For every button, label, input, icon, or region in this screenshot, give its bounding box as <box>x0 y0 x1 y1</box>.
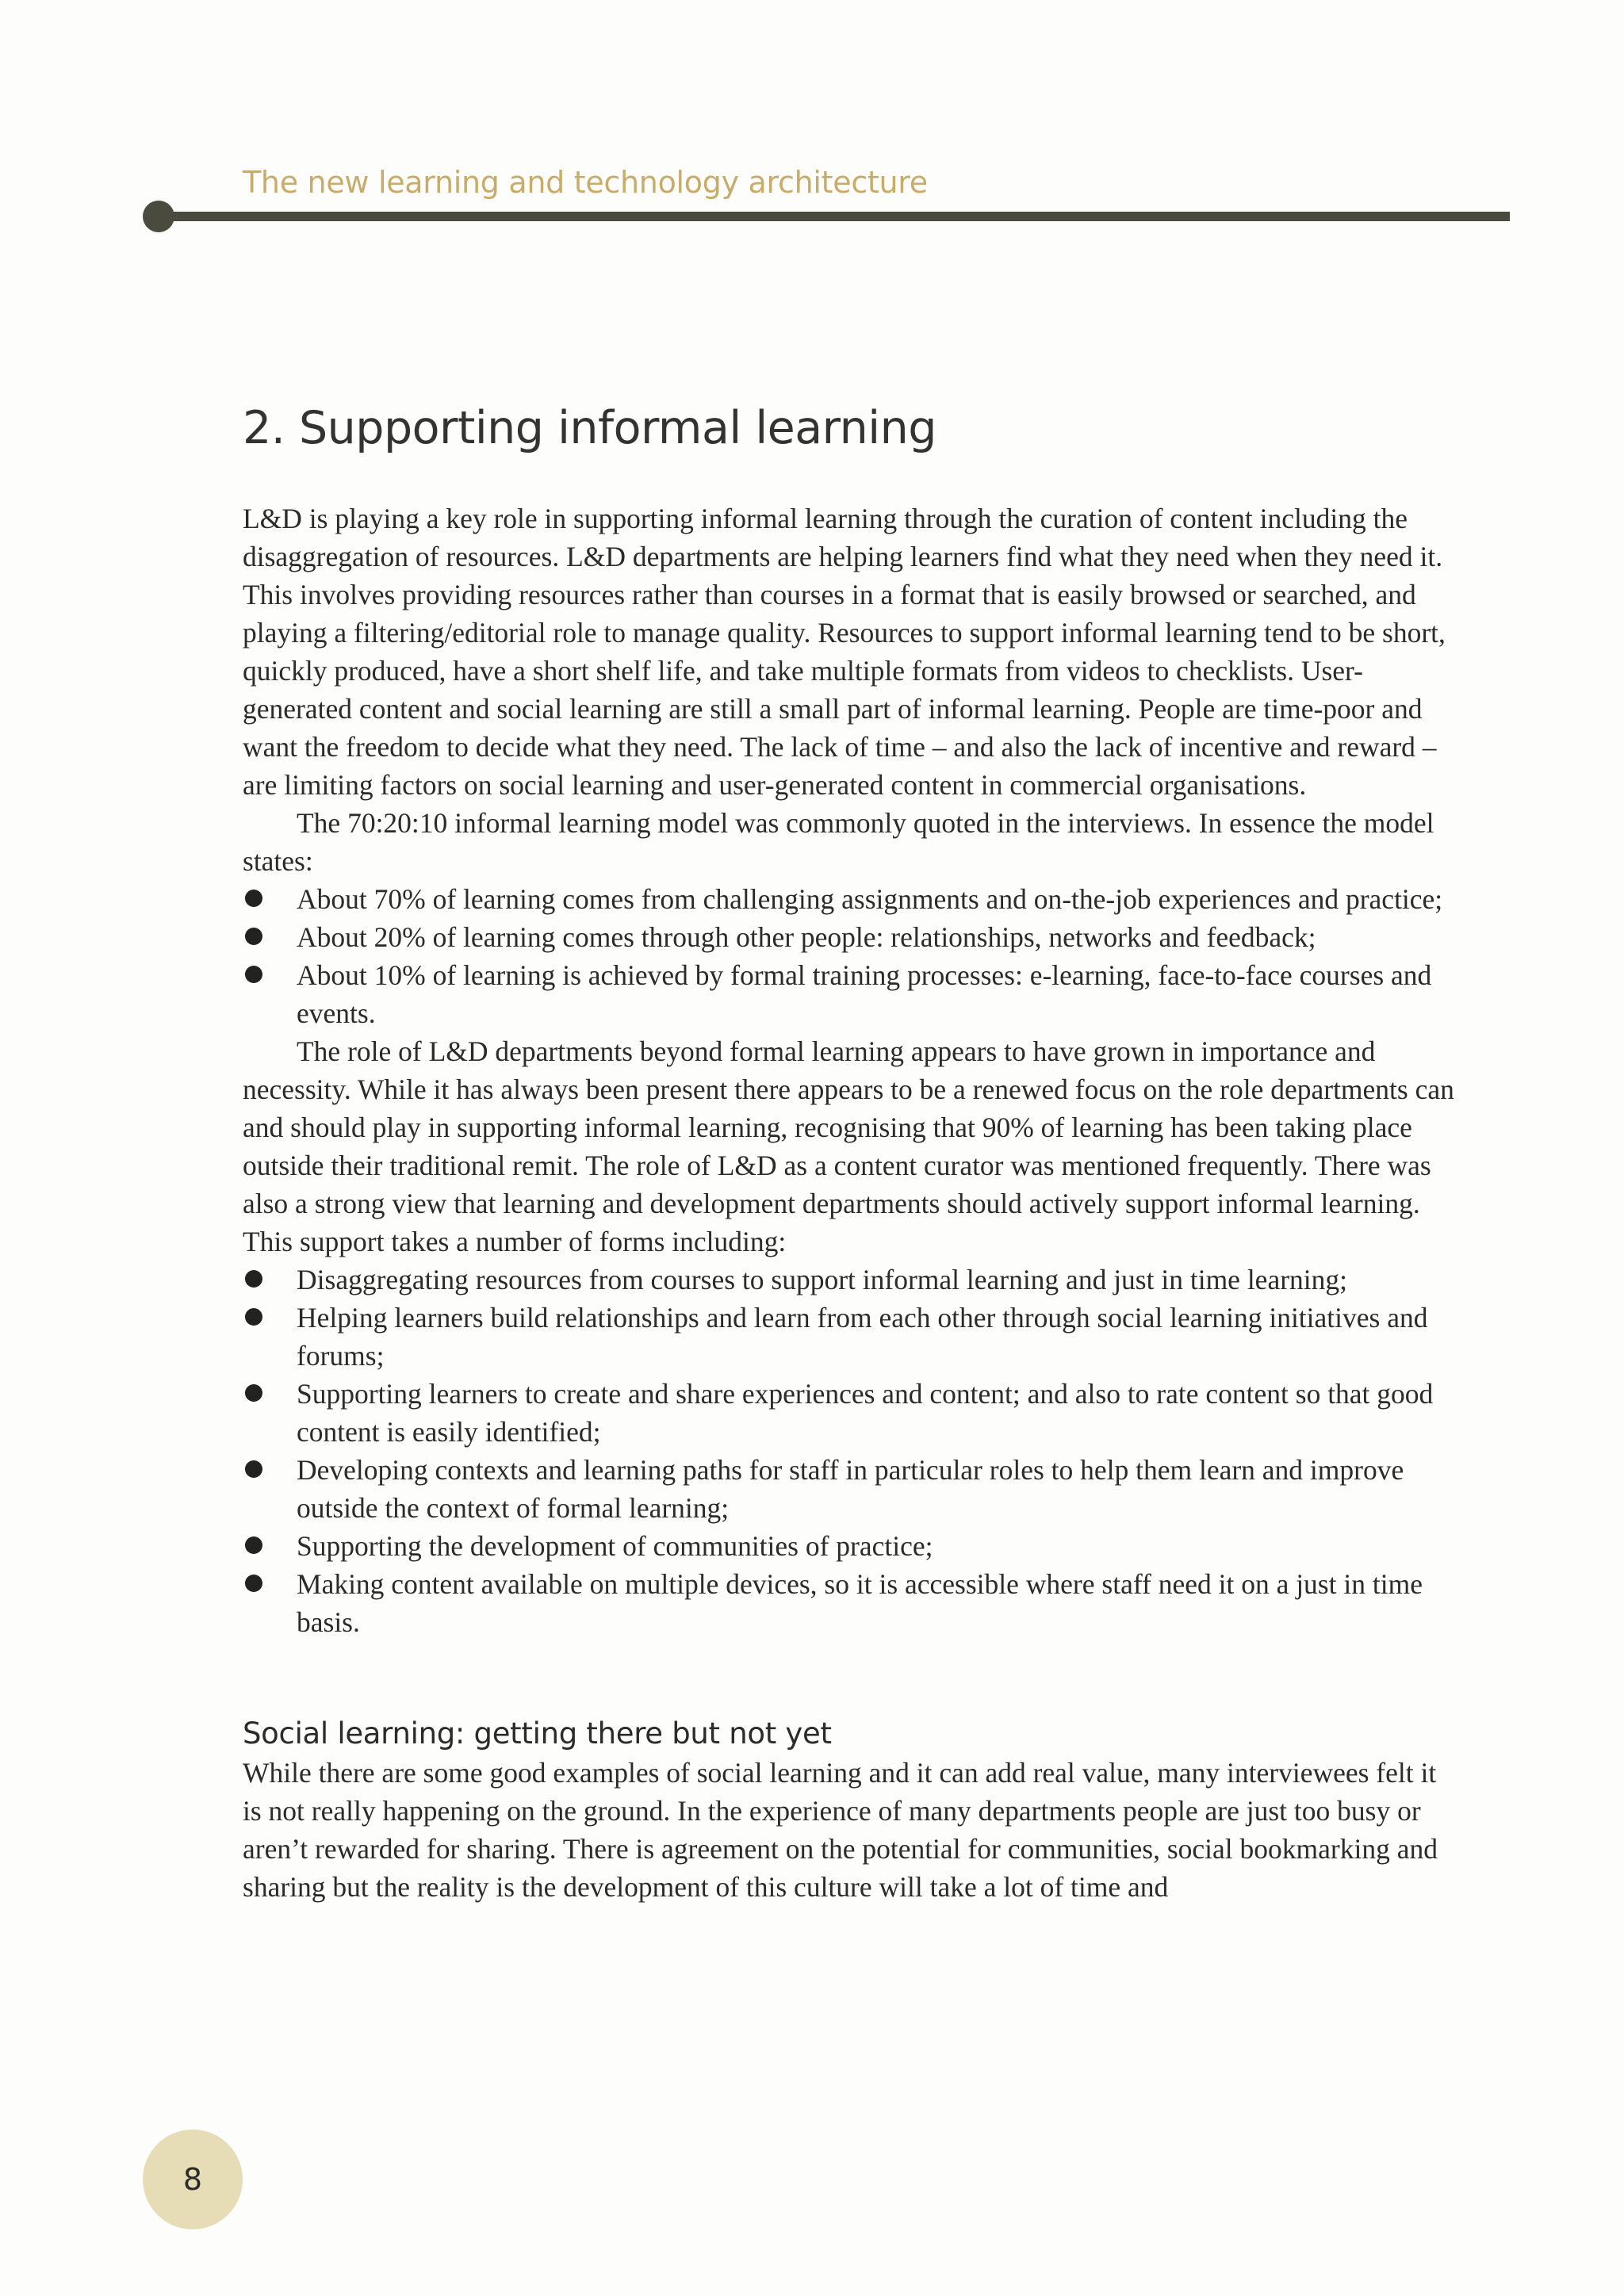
list-item-text: About 70% of learning comes from challenging assignments and on-the-job experiences and practice; <box>297 883 1443 915</box>
bullet-icon <box>245 1536 262 1554</box>
list-item-text: About 10% of learning is achieved by formal training processes: e-learning, face-to-face courses and events. <box>297 959 1432 1029</box>
list-item-text: About 20% of learning comes through other people: relationships, networks and feedback; <box>297 921 1316 953</box>
list-item-text: Helping learners build relationships and learn from each other through social learning initiatives and forums; <box>297 1302 1428 1372</box>
bullet-icon <box>245 1384 262 1402</box>
list-item <box>243 1451 1456 1527</box>
list-item-text: Supporting learners to create and share experiences and content; and also to rate content so that good content is easily identified; <box>297 1378 1434 1448</box>
list-item <box>243 918 1456 956</box>
list-item-text: Supporting the development of communities of practice; <box>297 1530 933 1562</box>
bullet-icon <box>245 1460 262 1478</box>
bullet-icon <box>245 928 262 945</box>
bullet-icon <box>245 1575 262 1592</box>
list-item <box>243 1261 1456 1299</box>
support-list <box>243 1261 1456 1641</box>
subsection-paragraph: While there are some good examples of social learning and it can add real value, many interviewees felt it is not really happening on the ground. In the experience of many departments people are just too busy or aren’t rewarded for sharing. There is agreement on the potential for communities, social bookmarking and sharing but the reality is the development of this culture will take a lot of time and <box>243 1757 1438 1903</box>
bullet-icon <box>245 890 262 907</box>
list-item <box>243 956 1456 1032</box>
list-item-text: Disaggregating resources from courses to support informal learning and just in time learning; <box>297 1264 1347 1295</box>
bullet-icon <box>245 966 262 983</box>
page-content <box>243 396 1456 1906</box>
page-number-badge <box>143 2130 243 2229</box>
list-item <box>243 880 1456 918</box>
list-item <box>243 1375 1456 1451</box>
header-rule <box>159 212 1510 221</box>
list-item <box>243 1299 1456 1375</box>
list-item-text: Making content available on multiple devices, so it is accessible where staff need it on a just in time basis. <box>297 1568 1423 1638</box>
page-number: 8 <box>182 2162 203 2197</box>
bullet-icon <box>245 1270 262 1288</box>
model-list <box>243 880 1456 1032</box>
role-paragraph: The role of L&D departments beyond formal learning appears to have grown in importance and necessity. While it has always been present there appears to be a renewed focus on the role departments can and should play in supporting informal learning, recognising that 90% of learning has been taking place outside their traditional remit. The role of L&D as a content curator was mentioned frequently. There was also a strong view that learning and development departments should actively support informal learning. This support takes a number of forms including: <box>243 1035 1454 1257</box>
section-title: 2. Supporting informal learning <box>243 402 936 454</box>
model-intro-paragraph: The 70:20:10 informal learning model was commonly quoted in the interviews. In essence the model states: <box>243 807 1434 877</box>
list-item-text: Developing contexts and learning paths for staff in particular roles to help them learn and improve outside the context of formal learning; <box>297 1454 1404 1524</box>
running-header-title: The new learning and technology architecture <box>243 165 928 200</box>
intro-paragraph: L&D is playing a key role in supporting informal learning through the curation of content including the disaggregation of resources. L&D departments are helping learners find what they need when they need it. This involves providing resources rather than courses in a format that is easily browsed or searched, and playing a filtering/editorial role to manage quality. Resources to support informal learning tend to be short, quickly produced, have a short shelf life, and take multiple formats from videos to checklists. User-generated content and social learning are still a small part of informal learning. People are time-poor and want the freedom to decide what they need. The lack of time – and also the lack of incentive and reward – are limiting factors on social learning and user-generated content in commercial organisations. <box>243 503 1446 801</box>
bullet-icon <box>245 1308 262 1326</box>
list-item <box>243 1565 1456 1641</box>
subsection-title: Social learning: getting there but not yet <box>243 1716 832 1751</box>
list-item <box>243 1527 1456 1565</box>
